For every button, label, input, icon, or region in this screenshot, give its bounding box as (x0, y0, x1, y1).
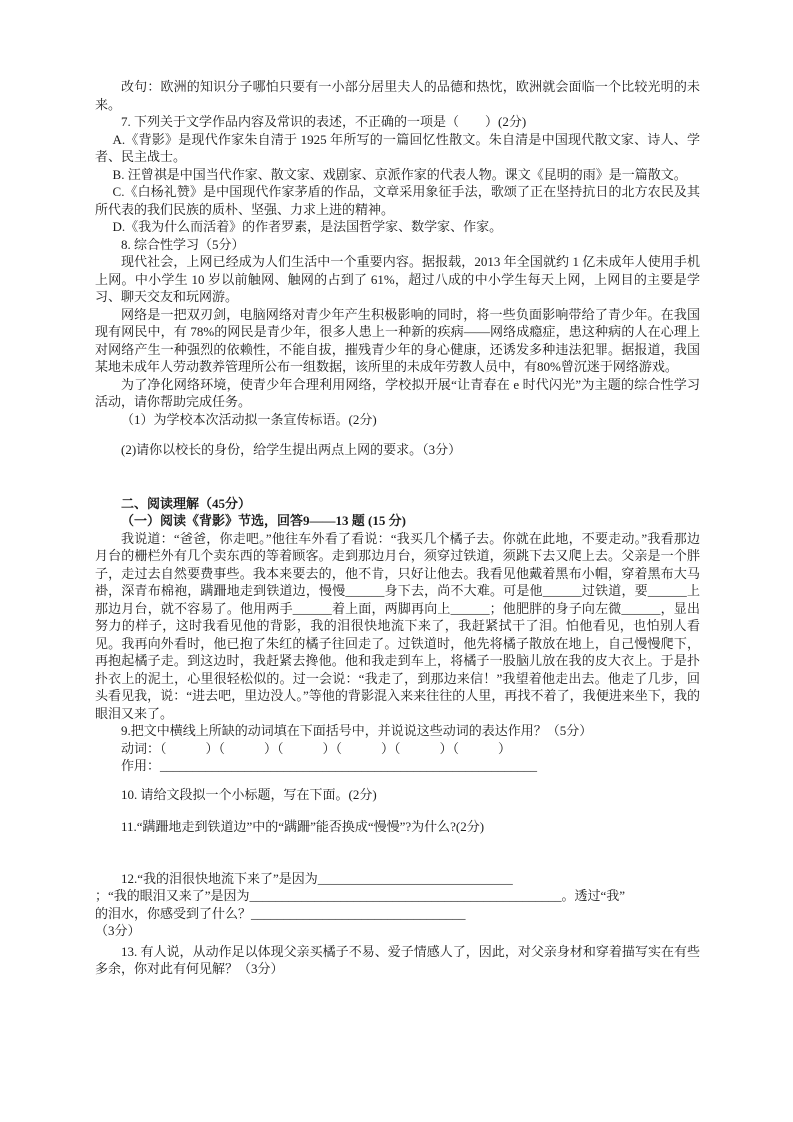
question-10: 10. 请给文段拟一个小标题，写在下面。(2分) (121, 786, 377, 802)
question-7-stem: 7. 下列关于文学作品内容及常识的表述，不正确的一项是（ ）(2分) (121, 114, 527, 129)
question-12-line-2: ；“我的眼泪又来了”是因为________________________________________________。透过“我” (95, 888, 626, 903)
question-8-subquestion-1: （1）为学校本次活动拟一条宣传标语。(2分) (121, 411, 377, 427)
question-7-option-a: A.《背影》是现代作家朱自清于 1925 年所写的一篇回忆性散文。朱自清是中国现代散文家、诗人、学者、民主战士。 (95, 131, 700, 164)
question-13: 13. 有人说，从动作足以体现父亲买橘子不易、爱子情感人了，因此，对父亲身材和穿着描写实在有些多余，你对此有何见解？（3分） (95, 943, 700, 976)
question-8-subquestion-2: (2)请你以校长的身份，给学生提出两点上网的要求。（3分） (121, 442, 462, 457)
question-9-effect-blank: 作用：__________________________________________________________ (121, 758, 538, 773)
section-2-title: 二、阅读理解（45分） (121, 495, 252, 511)
question-8-intro-paragraph-1: 现代社会，上网已经成为人们生活中一个重要内容。据报载，2013 年全国就约 1 亿未成年人使用手机上网。中小学生 10 岁以前触网、触网的占到了 61%，超过八成的中小学生每天上网，上网目的主要是学习、聊天交友和玩网游。 (95, 254, 700, 304)
question-12-line-3: 的泪水，你感受到了什么？_________________________________ (95, 905, 466, 921)
question-9-verb-blanks: 动词：（ ）（ ）（ ）（ ）（ ）（ ） (121, 740, 512, 756)
question-11: 11.“蹒跚地走到铁道边”中的“蹒跚”能否换成“慢慢”?为什么?(2分) (121, 819, 485, 834)
question-7-option-b: B. 汪曾祺是中国当代作家、散文家、戏剧家、京派作家的代表人物。课文《昆明的雨》是一篇散文。 (112, 166, 687, 182)
revised-sentence-line: 改句：欧洲的知识分子哪怕只要有一小部分居里夫人的品德和热忱，欧洲就会面临一个比较光明的未来。 (95, 79, 700, 112)
question-12-line-1: 12.“我的泪很快地流下来了”是因为______________________________ (121, 870, 513, 886)
question-9-stem: 9.把文中横线上所缺的动词填在下面括号中，并说说这些动词的表达作用？（5分） (121, 723, 593, 738)
question-8-intro-paragraph-2: 网络是一把双刃剑，电脑网络对青少年产生积极影响的同时，将一些负面影响带给了青少年。在我国现有网民中，有 78%的网民是青少年，很多人患上一种新的疾病——网络成瘾症，患这种病的人在心理上对网络产生一种强烈的依赖性，不能自拔，摧残青少年的身心健康，还诱发多种违法犯罪。据报道，我国某地未成年人劳动教养管理所公布一组数据，该所里的未成年劳教人员中，有80%曾沉迷于网络游戏。 (95, 306, 700, 374)
question-8-stem: 8. 综合性学习（5分） (121, 236, 245, 252)
question-7-option-c: C.《白杨礼赞》是中国现代作家茅盾的作品，文章采用象征手法，歌颂了正在坚持抗日的北方农民及其所代表的我们民族的质朴、坚强、力求上进的精神。 (95, 184, 700, 217)
reading-passage: 我说道：“爸爸，你走吧。”他往车外看了看说：“我买几个橘子去。你就在此地，不要走动。”我看那边月台的栅栏外有几个卖东西的等着顾客。走到那边月台，须穿过铁道，须跳下去又爬上去。父亲是一个胖子，走过去自然要费事些。我本来要去的，他不肯，只好让他去。我看见他戴着黑布小帽，穿着黑布大马褂，深青布棉袍，蹒跚地走到铁道边，慢慢______身下去，尚不大难。可是他______过铁道，要______上那边月台，就不容易了。他用两手______着上面，两脚再向上______；他肥胖的身子向左微______，显出努力的样子，这时我看见他的背影，我的泪很快地流下来了，我赶紧拭干了泪。怕他看见，也怕别人看见。我再向外看时，他已抱了朱红的橘子往回走了。过铁道时，他先将橘子散放在地上，自己慢慢爬下，再抱起橘子走。到这边时，我赶紧去搀他。他和我走到车上，将橘子一股脑儿放在我的皮大衣上。于是扑扑衣上的泥土，心里很轻松似的。过一会说：“我走了，到那边来信！”我望着他走出去。他走了几步，回头看见我，说：“进去吧，里边没人。”等他的背影混入来来往往的人里，再找不着了，我便进来坐下，我的眼泪又来了。 (95, 530, 700, 721)
question-7-option-d: D.《我为什么而活着》的作者罗素，是法国哲学家、数学家、作家。 (112, 219, 503, 234)
section-2-subtitle: （一）阅读《背影》节选，回答9——13 题 (15 分) (121, 513, 406, 528)
question-8-intro-paragraph-3: 为了净化网络环境，使青少年合理利用网络，学校拟开展“让青春在 e 时代闪光”为主题的综合性学习活动，请你帮助完成任务。 (95, 376, 700, 409)
question-12-score: （3分） (95, 923, 141, 938)
